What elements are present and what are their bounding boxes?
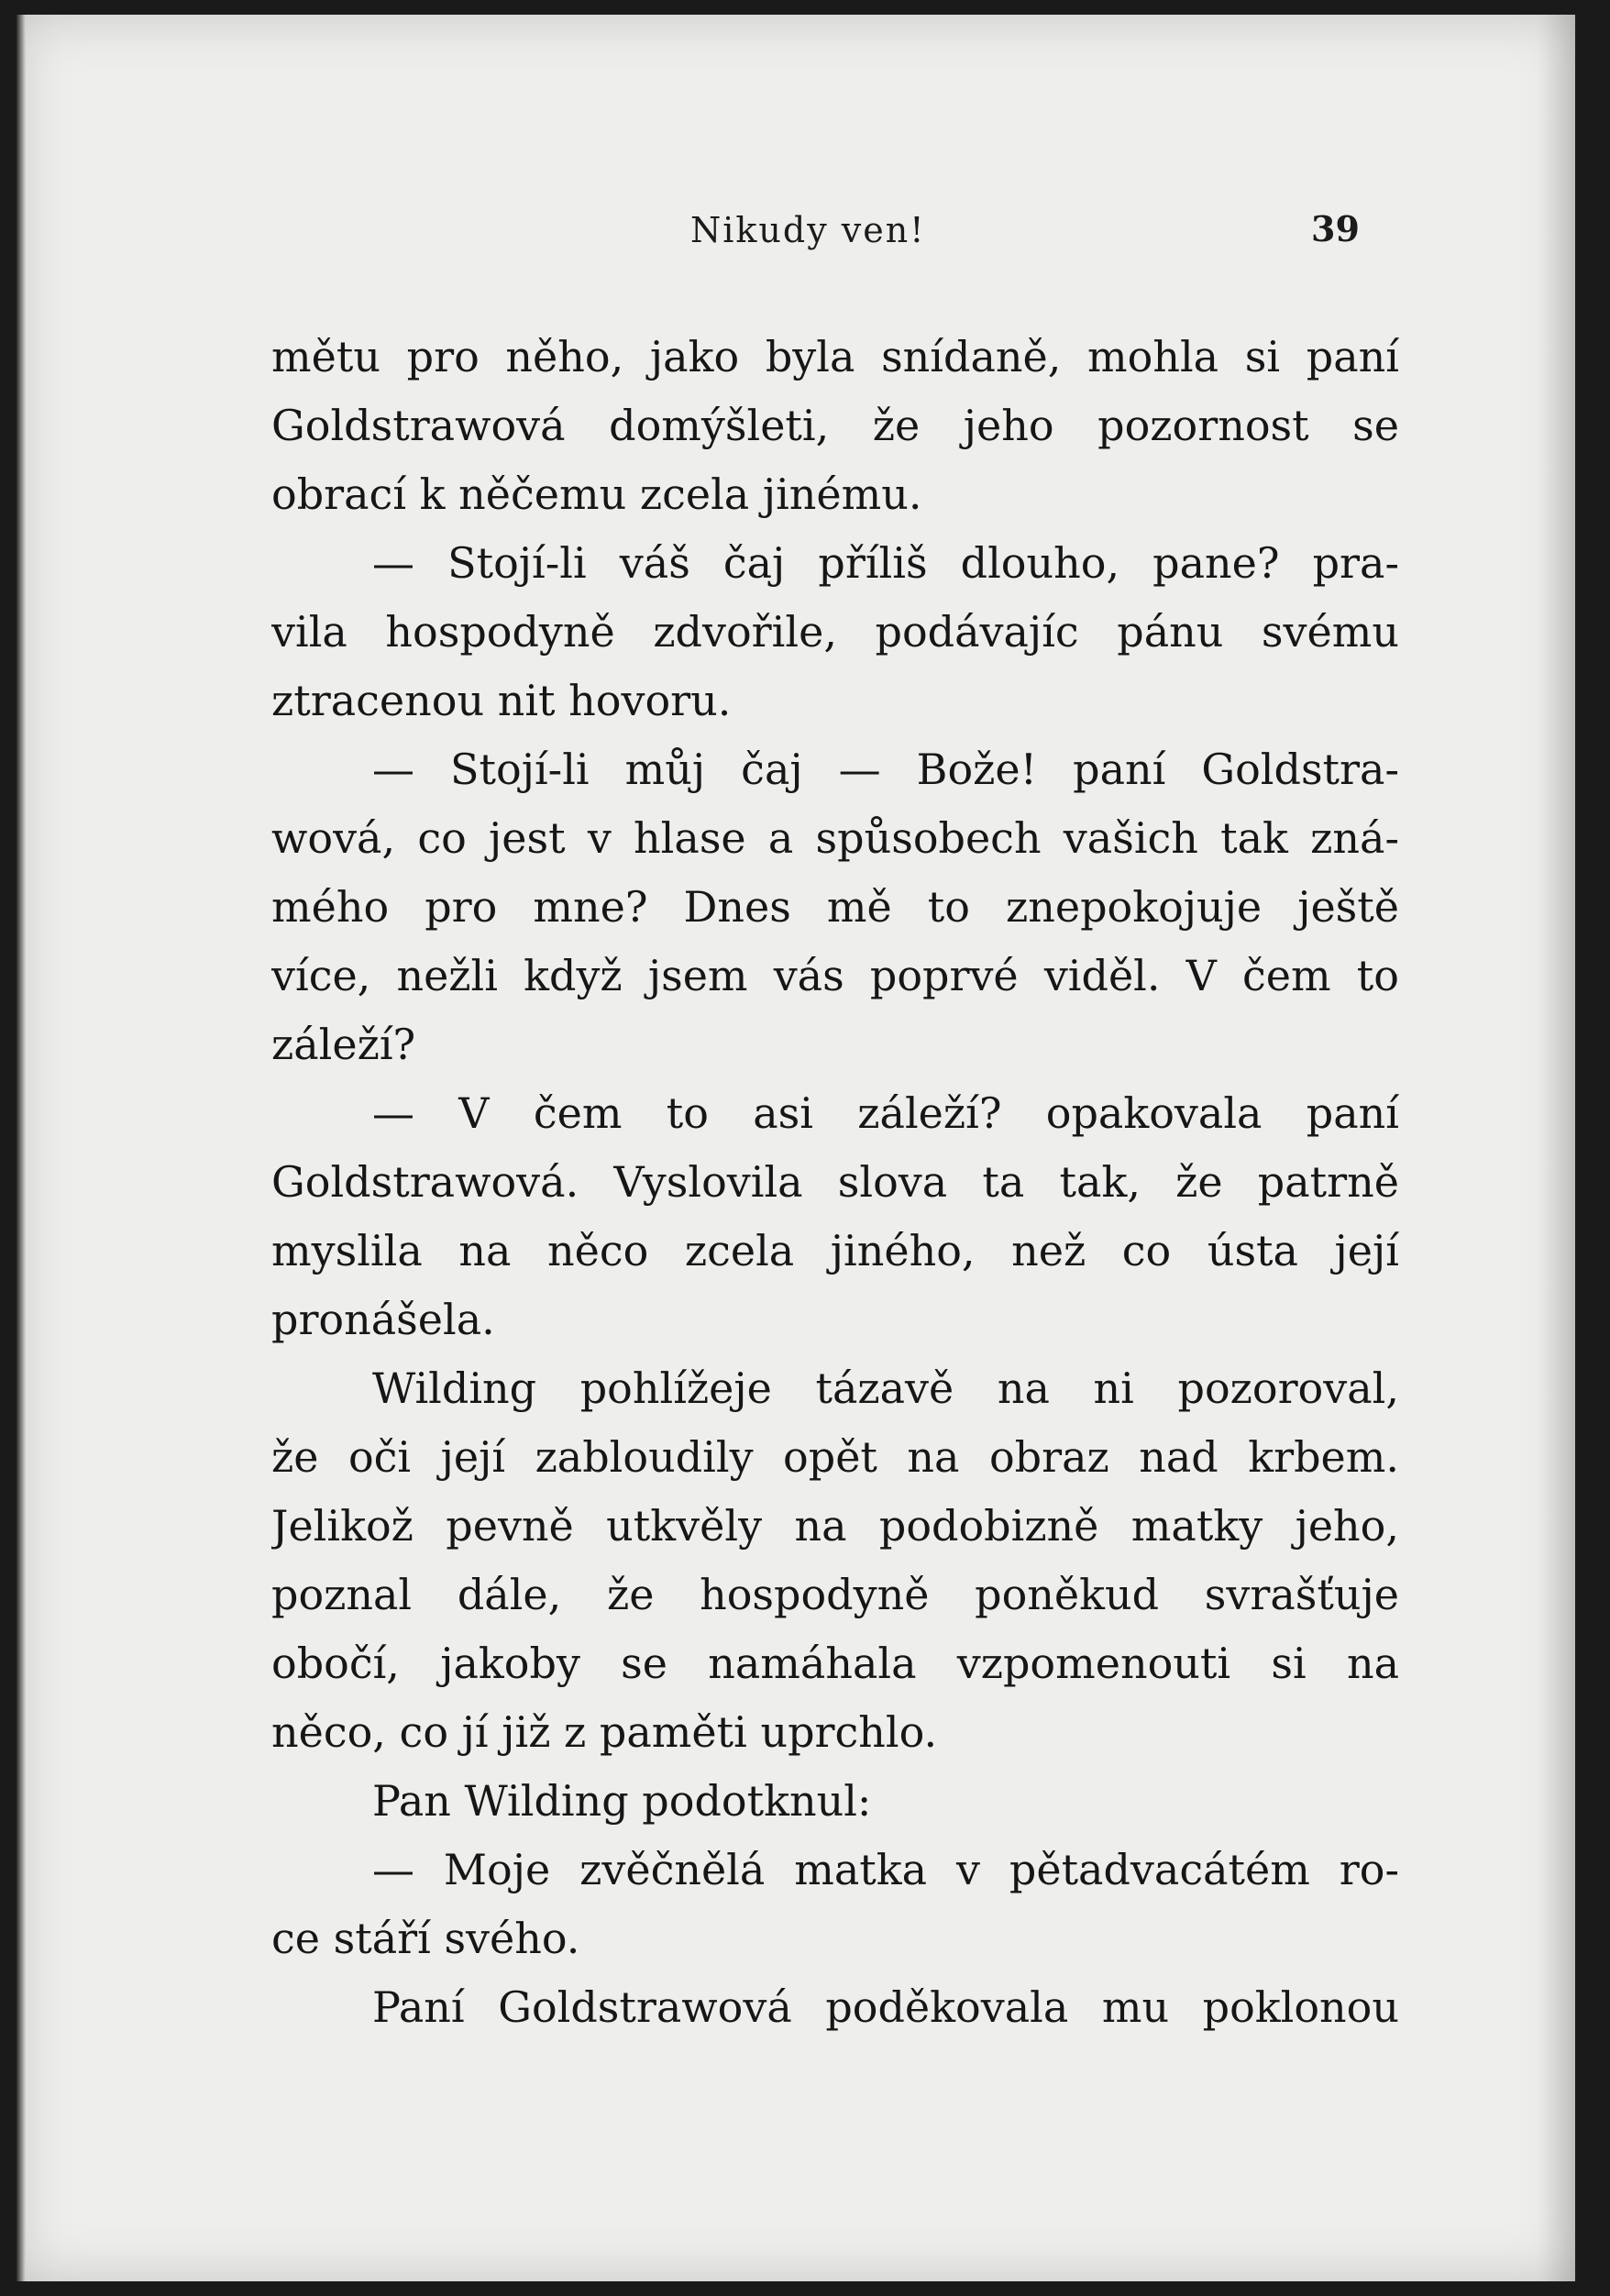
text-line: ce stáří svého. bbox=[271, 1914, 580, 1963]
text-line: pronášela. bbox=[271, 1295, 495, 1344]
text-line: mého pro mne? Dnes mě to znepokojuje ještě bbox=[271, 882, 1399, 932]
book-page bbox=[17, 15, 1575, 2281]
text-line: Pan Wilding podotknul: bbox=[372, 1776, 872, 1826]
body-text bbox=[271, 323, 1399, 2042]
page-number: 39 bbox=[1311, 208, 1360, 249]
text-line: Wilding pohlížeje tázavě na ni pozoroval, bbox=[372, 1363, 1399, 1413]
page-header bbox=[17, 203, 1575, 258]
text-line: — V čem to asi záleží? opakovala paní bbox=[372, 1088, 1399, 1138]
text-line: — Stojí-li můj čaj — Bože! paní Goldstra- bbox=[372, 745, 1399, 794]
text-line: že oči její zabloudily opět na obraz nad krbem. bbox=[271, 1432, 1399, 1482]
text-line: ztracenou nit hovoru. bbox=[271, 676, 732, 725]
text-line: — Stojí-li váš čaj příliš dlouho, pane? pra- bbox=[372, 538, 1399, 588]
text-line: wová, co jest v hlase a spůsobech vašich tak zná- bbox=[271, 813, 1399, 863]
text-line: více, nežli když jsem vás poprvé viděl. V čem to bbox=[271, 951, 1399, 1000]
text-line: — Moje zvěčnělá matka v pětadvacátém ro- bbox=[372, 1845, 1399, 1894]
text-line: vila hospodyně zdvořile, podávajíc pánu svému bbox=[271, 607, 1399, 657]
text-line: obrací k něčemu zcela jinému. bbox=[271, 469, 922, 519]
page-spine-shadow bbox=[17, 15, 26, 2281]
running-title: Nikudy ven! bbox=[690, 210, 926, 250]
text-line: Goldstrawová. Vyslovila slova ta tak, že patrně bbox=[271, 1157, 1399, 1207]
text-line: něco, co jí již z paměti uprchlo. bbox=[271, 1707, 938, 1757]
text-line: Goldstrawová domýšleti, že jeho pozornost se bbox=[271, 401, 1399, 450]
text-line: Paní Goldstrawová poděkovala mu poklonou bbox=[372, 1982, 1399, 2032]
text-line: záleží? bbox=[271, 1020, 416, 1069]
text-line: myslila na něco zcela jiného, než co ústa její bbox=[271, 1226, 1399, 1275]
text-line: obočí, jakoby se namáhala vzpomenouti si na bbox=[271, 1639, 1399, 1688]
text-line: poznal dále, že hospodyně poněkud svrašťuje bbox=[271, 1570, 1399, 1619]
text-line: Jelikož pevně utkvěly na podobizně matky jeho, bbox=[271, 1501, 1399, 1551]
page-edge-shadow bbox=[1538, 15, 1575, 2281]
text-line: mětu pro něho, jako byla snídaně, mohla si paní bbox=[271, 332, 1399, 381]
